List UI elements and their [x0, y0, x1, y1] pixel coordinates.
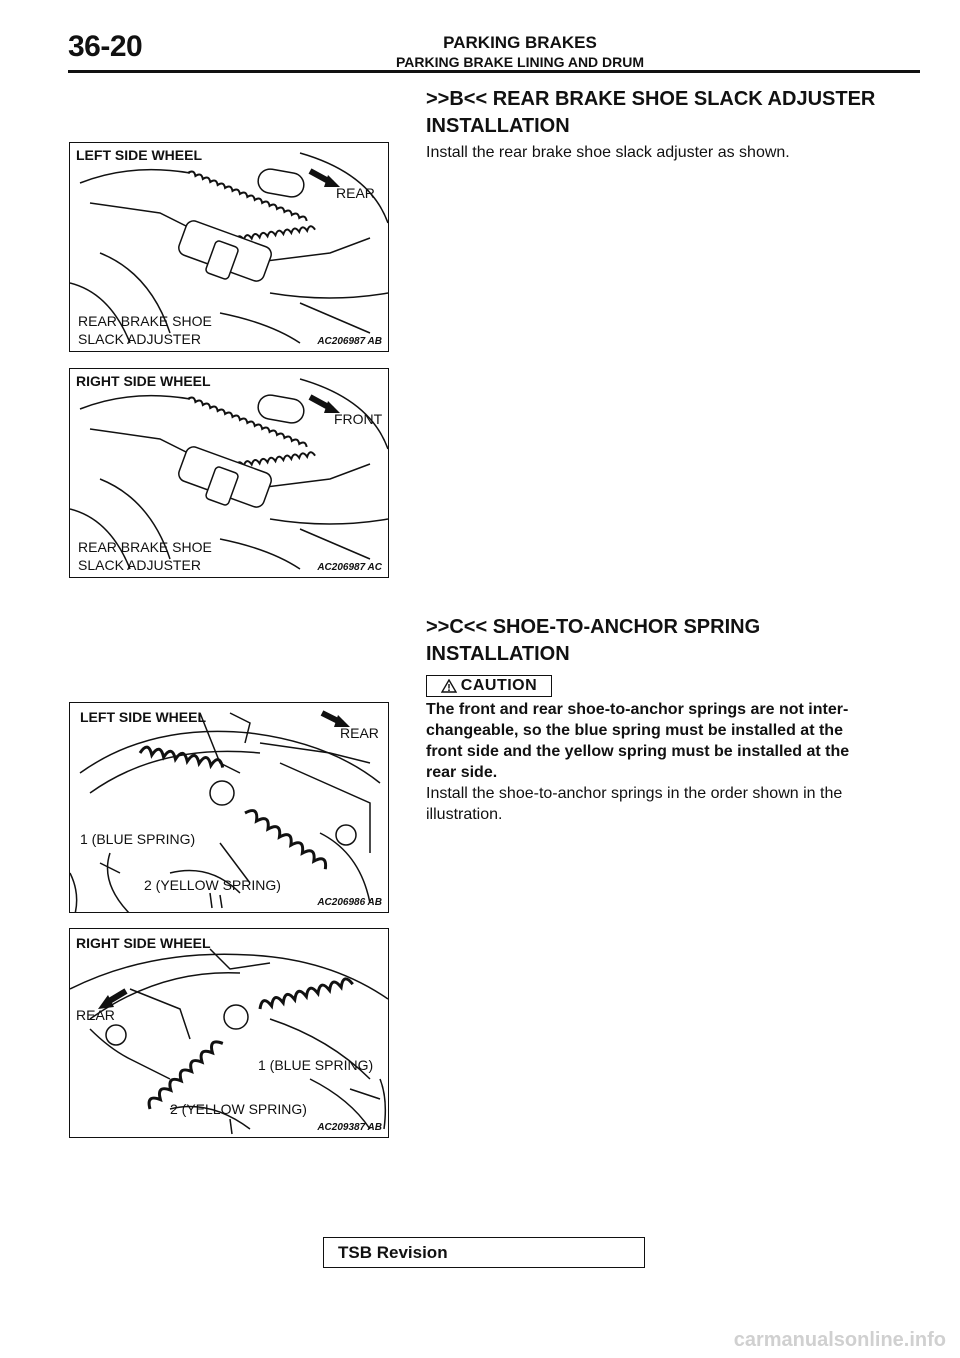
figure-4-spring1: 1 (BLUE SPRING) [258, 1057, 374, 1073]
figure-2-part-line2: SLACK ADJUSTER [78, 557, 201, 573]
section-c-instruction [426, 783, 906, 825]
figure-1-direction: REAR [336, 185, 375, 201]
caution-label: CAUTION [460, 677, 538, 694]
figure-4-direction: REAR [76, 1007, 115, 1023]
figure-3-code: AC206986 AB [317, 897, 382, 908]
figure-2-part-line1: REAR BRAKE SHOE [78, 539, 212, 555]
figure-3-spring2: 2 (YELLOW SPRING) [144, 877, 281, 893]
figure-3-direction: REAR [340, 725, 379, 741]
figure-1-title: LEFT SIDE WHEEL [76, 147, 202, 163]
caution-line: front side and the yellow spring must be installed at the [426, 743, 850, 760]
figure-4-spring2: 2 (YELLOW SPRING) [170, 1101, 307, 1117]
figure-1-code: AC206987 AB [317, 336, 382, 347]
section-b-instruction: Install the rear brake shoe slack adjuster as shown. [426, 144, 790, 161]
section-b-heading-line2: INSTALLATION [426, 115, 570, 137]
figure-left-slack-adjuster [69, 142, 389, 352]
figure-3-title: LEFT SIDE WHEEL [80, 709, 206, 725]
section-title: PARKING BRAKE LINING AND DRUM [395, 54, 645, 70]
section-b-heading-line1: >>B<< REAR BRAKE SHOE SLACK ADJUSTER [426, 88, 876, 110]
warning-triangle-icon [441, 679, 457, 693]
figure-2-title: RIGHT SIDE WHEEL [76, 373, 211, 389]
caution-badge [426, 675, 552, 697]
section-c-heading [426, 614, 926, 668]
figure-2-code: AC206987 AC [317, 562, 382, 573]
watermark: carmanualsonline.info [733, 1329, 946, 1351]
instruction-line: Install the shoe-to-anchor springs in the order shown in the [426, 785, 843, 802]
figure-1-part-line2: SLACK ADJUSTER [78, 331, 201, 347]
section-c-heading-line2: INSTALLATION [426, 643, 570, 665]
instruction-line: illustration. [426, 806, 503, 823]
figure-4-code: AC209387 AB [317, 1122, 382, 1133]
header-divider [68, 70, 920, 73]
figure-right-anchor-springs [69, 928, 389, 1138]
caution-line: The front and rear shoe-to-anchor springs are not inter- [426, 701, 849, 718]
chapter-title: PARKING BRAKES [443, 33, 597, 52]
figure-left-anchor-springs [69, 702, 389, 913]
caution-text [426, 699, 906, 783]
figure-1-part-line1: REAR BRAKE SHOE [78, 313, 212, 329]
tsb-revision-label: TSB Revision [338, 1242, 448, 1262]
figure-4-title: RIGHT SIDE WHEEL [76, 935, 211, 951]
section-b-heading [426, 86, 926, 140]
figure-right-slack-adjuster [69, 368, 389, 578]
page-number: 36-20 [68, 30, 143, 63]
figure-3-spring1: 1 (BLUE SPRING) [80, 831, 196, 847]
figure-2-direction: FRONT [334, 411, 383, 427]
caution-line: changeable, so the blue spring must be installed at the [426, 722, 843, 739]
section-c-heading-line1: >>C<< SHOE-TO-ANCHOR SPRING [426, 616, 761, 638]
tsb-revision-box [323, 1237, 645, 1268]
caution-line: rear side. [426, 764, 498, 781]
